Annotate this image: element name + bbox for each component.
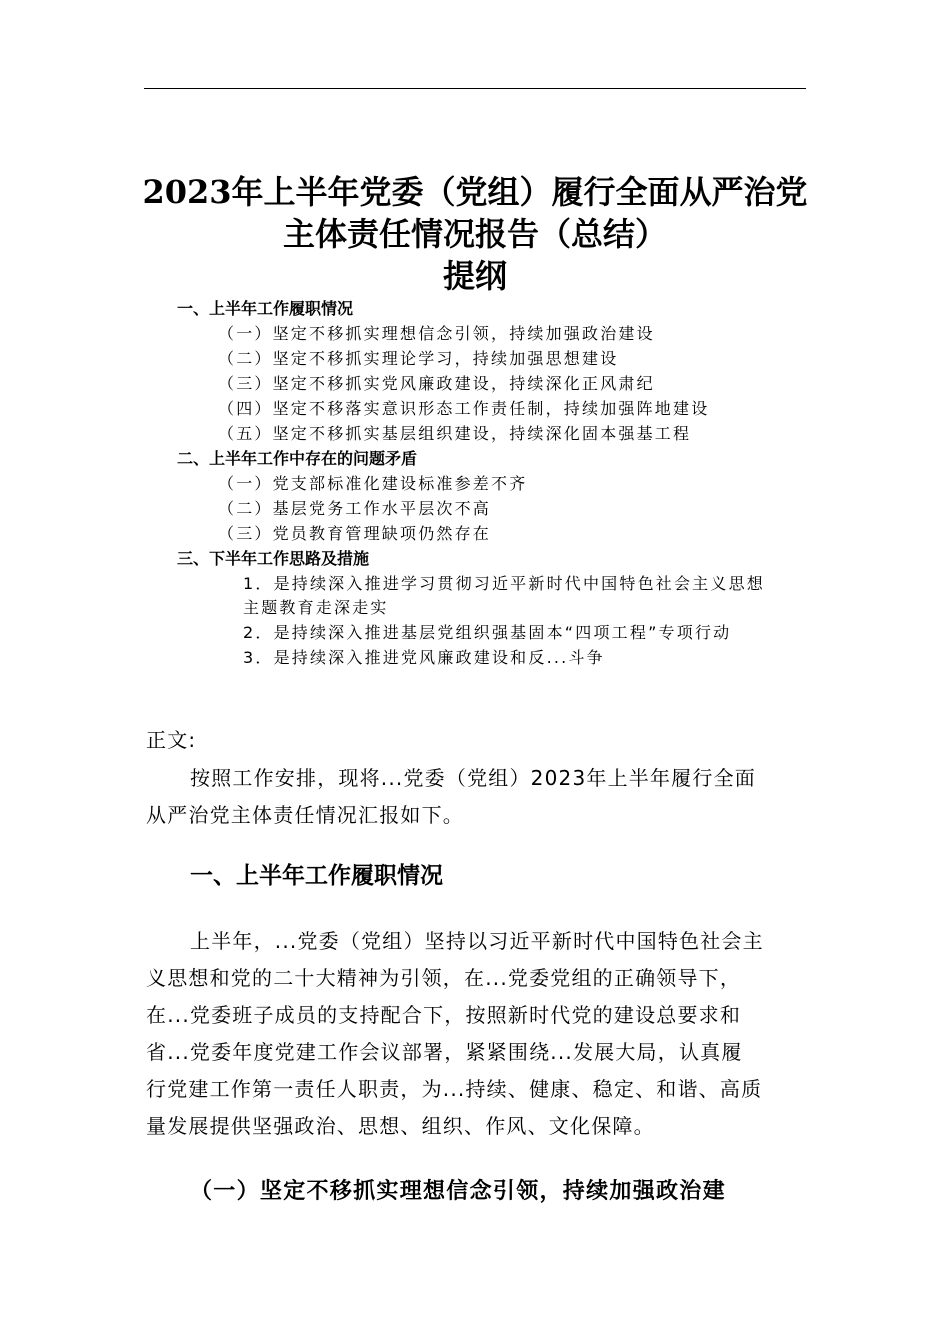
outline-item: （二）基层党务工作水平层次不高	[218, 499, 492, 518]
document-title-line-1: 2023年上半年党委（党组）履行全面从严治党	[142, 173, 808, 211]
subsection-heading: （一）坚定不移抓实理想信念引领，持续加强政治建	[190, 1179, 726, 1204]
outline-item: （一）坚定不移抓实理想信念引领，持续加强政治建设	[218, 324, 655, 343]
outline-item: 2．是持续深入推进基层党组织强基固本“四项工程”专项行动	[243, 623, 732, 642]
paragraph-line: 上半年，...党委（党组）坚持以习近平新时代中国特色社会主	[190, 929, 764, 953]
outline-heading-3: 三、下半年工作思路及措施	[177, 549, 370, 568]
outline-item: （三）坚定不移抓实党风廉政建设，持续深化正风肃纪	[218, 374, 655, 393]
outline-heading-2: 二、上半年工作中存在的问题矛盾	[177, 449, 418, 468]
outline-item: 1．是持续深入推进学习贯彻习近平新时代中国特色社会主义思想	[243, 574, 765, 593]
intro-paragraph-line: 从严治党主体责任情况汇报如下。	[146, 803, 464, 827]
body-label: 正文:	[146, 728, 197, 752]
outline-item: （二）坚定不移抓实理论学习，持续加强思想建设	[218, 349, 619, 368]
outline-item: 主题教育走深走实	[243, 598, 389, 617]
paragraph-line: 量发展提供坚强政治、思想、组织、作风、文化保障。	[146, 1114, 655, 1138]
intro-paragraph-line: 按照工作安排，现将...党委（党组）2023年上半年履行全面	[190, 766, 756, 790]
paragraph-line: 在...党委班子成员的支持配合下，按照新时代党的建设总要求和	[146, 1003, 742, 1027]
paragraph-line: 义思想和党的二十大精神为引领，在...党委党组的正确领导下，	[146, 966, 742, 990]
outline-item: （三）党员教育管理缺项仍然存在	[218, 524, 492, 543]
paragraph-line: 省...党委年度党建工作会议部署，紧紧围绕...发展大局，认真履	[146, 1040, 743, 1064]
section-heading: 一、上半年工作履职情况	[190, 863, 443, 889]
outline-heading-1: 一、上半年工作履职情况	[177, 299, 354, 318]
outline-item: （一）党支部标准化建设标准参差不齐	[218, 474, 528, 493]
paragraph-line: 行党建工作第一责任人职责，为...持续、健康、稳定、和谐、高质	[146, 1077, 763, 1101]
outline-item: （四）坚定不移落实意识形态工作责任制，持续加强阵地建设	[218, 399, 710, 418]
outline-item: （五）坚定不移抓实基层组织建设，持续深化固本强基工程	[218, 424, 692, 443]
header-rule	[144, 88, 806, 89]
document-title-line-3: 提纲	[442, 257, 507, 295]
outline-item: 3．是持续深入推进党风廉政建设和反...斗争	[243, 648, 605, 667]
document-title-line-2: 主体责任情况报告（总结）	[282, 215, 667, 253]
